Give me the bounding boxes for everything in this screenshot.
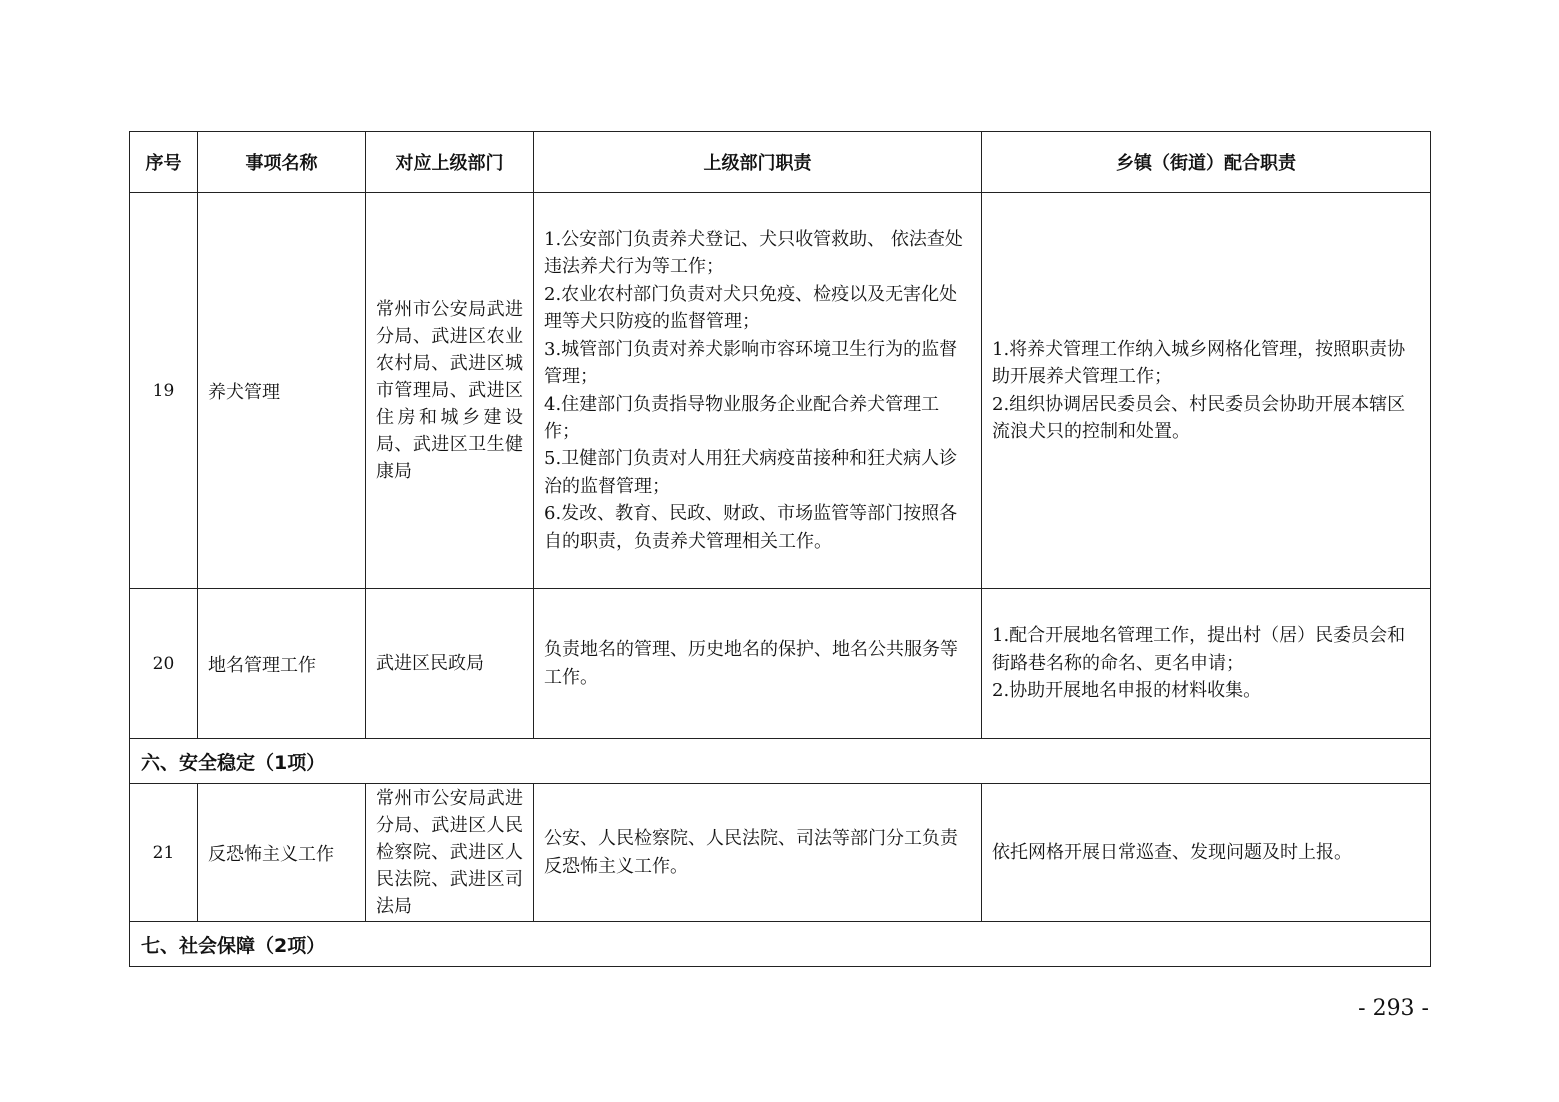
coop-line: 1.配合开展地名管理工作，提出村（居）民委员会和街路巷名称的命名、更名申请； [992,625,1406,674]
row-number: 21 [130,784,198,922]
duty-line: 6.发改、教育、民政、财政、市场监管等部门按照各自的职责，负责养犬管理相关工作。 [544,503,958,552]
superior-dept: 常州市公安局武进分局、武进区人民检察院、武进区人民法院、武进区司法局 [366,784,534,922]
duty-line: 3.城管部门负责对养犬影响市容环境卫生行为的监督管理； [544,338,958,388]
coop-line: 2.组织协调居民委员会、村民委员会协助开展本辖区流浪犬只的控制和处置。 [992,393,1406,442]
table-row [130,589,1431,739]
duty-line: 4.住建部门负责指导物业服务企业配合养犬管理工作； [544,393,940,442]
row-number: 20 [130,589,198,739]
coop-line: 1.将养犬管理工作纳入城乡网格化管理，按照职责协助开展养犬管理工作； [992,338,1406,388]
item-name: 反恐怖主义工作 [198,784,366,922]
header-serial: 序号 [130,132,198,193]
duty-line: 2.农业农村部门负责对犬只免疫、检疫以及无害化处理等犬只防疫的监督管理； [544,283,958,333]
duty-line: 5.卫健部门负责对人用狂犬病疫苗接种和狂犬病人诊治的监督管理； [544,448,958,497]
superior-dept: 常州市公安局武进分局、武进区农业农村局、武进区城市管理局、武进区住房和城乡建设局、武进区卫生健康局 [366,193,534,589]
superior-duties [534,589,982,739]
table-row [130,784,1431,922]
section-row [130,922,1431,967]
page-number: - 293 - [1358,996,1429,1021]
town-coop-duties [982,784,1431,922]
duty-line: 负责地名的管理、历史地名的保护、地名公共服务等工作。 [544,639,958,688]
header-item-name: 事项名称 [198,132,366,193]
table-header-row [130,132,1431,193]
town-coop-duties [982,193,1431,589]
superior-dept: 武进区民政局 [366,589,534,739]
coop-line: 2.协助开展地名申报的材料收集。 [992,680,1262,702]
row-number: 19 [130,193,198,589]
section-title: 六、安全稳定（1项） [130,739,1431,784]
superior-duties [534,784,982,922]
header-town-coop-duties: 乡镇（街道）配合职责 [982,132,1431,193]
section-title: 七、社会保障（2项） [130,922,1431,967]
header-superior-dept: 对应上级部门 [366,132,534,193]
duty-line: 1.公安部门负责养犬登记、犬只收管救助、 依法查处违法养犬行为等工作； [544,229,963,278]
item-name: 养犬管理 [198,193,366,589]
town-coop-duties [982,589,1431,739]
duty-line: 公安、人民检察院、人民法院、司法等部门分工负责反恐怖主义工作。 [544,828,958,877]
section-row [130,739,1431,784]
responsibility-table [129,131,1431,967]
coop-line: 依托网格开展日常巡查、发现问题及时上报。 [992,841,1352,863]
table-row [130,193,1431,589]
header-superior-duties: 上级部门职责 [534,132,982,193]
superior-duties [534,193,982,589]
item-name: 地名管理工作 [198,589,366,739]
